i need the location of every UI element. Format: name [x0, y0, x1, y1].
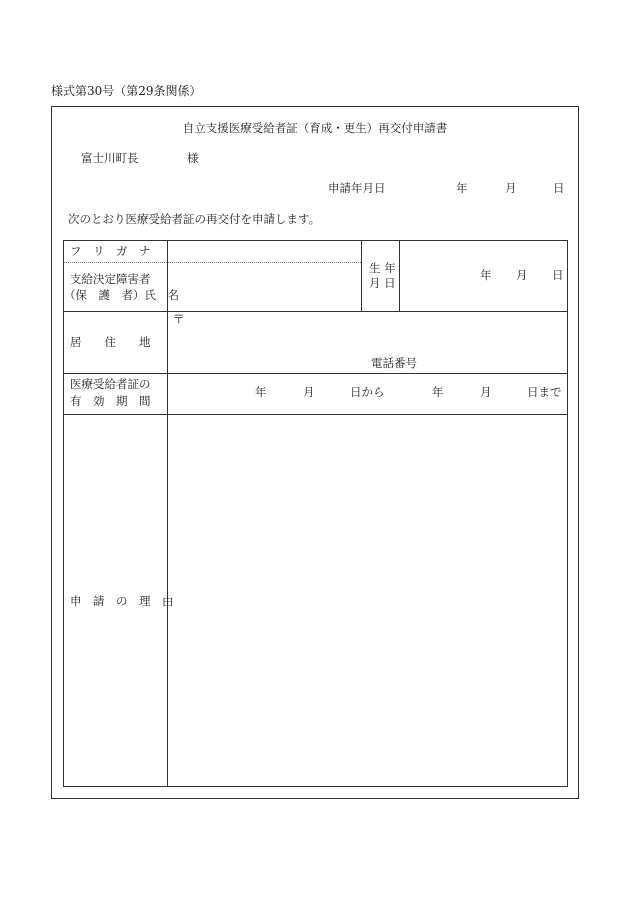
- validity-from-day: 日から: [350, 385, 385, 399]
- application-date-label: 申請年月日: [328, 181, 386, 195]
- furigana-field[interactable]: [168, 241, 361, 262]
- application-date-day: 日: [553, 181, 565, 195]
- addressee-honorific: 様: [187, 151, 199, 165]
- birth-month: 月: [516, 268, 528, 282]
- furigana-label: フ リ ガ ナ: [70, 244, 151, 258]
- validity-to-day: 日まで: [527, 385, 562, 399]
- reason-label: 申 請 の 理 由: [70, 594, 174, 608]
- application-table: [63, 240, 568, 787]
- addressee-name: 富士川町長: [81, 151, 139, 165]
- validity-label-line1: 医療受給者証の: [70, 377, 151, 391]
- validity-from-month: 月: [303, 385, 315, 399]
- birth-label-divider: [399, 241, 400, 311]
- form-title: 自立支援医療受給者証（育成・更生）再交付申請書: [182, 121, 448, 135]
- postal-mark: 〒: [173, 312, 185, 326]
- birth-year: 年: [480, 268, 492, 282]
- reason-field[interactable]: [168, 415, 567, 786]
- application-date-year: 年: [456, 181, 468, 195]
- phone-label: 電話番号: [371, 356, 417, 370]
- birth-label-line2: 月 日: [369, 276, 396, 290]
- form-number: 様式第30号（第29条関係）: [51, 84, 202, 98]
- name-label-line2: （保 護 者）氏 名: [64, 288, 179, 302]
- validity-label-line2: 有 効 期 間: [70, 394, 151, 408]
- application-date-month: 月: [505, 181, 517, 195]
- row-divider-2: [64, 373, 567, 374]
- name-label-line1: 支給決定障害者: [70, 272, 151, 286]
- name-birth-divider: [361, 241, 362, 311]
- birth-day: 日: [552, 268, 564, 282]
- name-field[interactable]: [168, 263, 361, 311]
- validity-to-month: 月: [480, 385, 492, 399]
- row-divider-1: [64, 311, 567, 312]
- address-label: 居 住 地: [70, 335, 151, 349]
- intro-text: 次のとおり医療受給者証の再交付を申請します。: [68, 212, 321, 226]
- validity-from-year: 年: [255, 385, 267, 399]
- validity-to-year: 年: [432, 385, 444, 399]
- birth-label-line1: 生 年: [369, 261, 396, 275]
